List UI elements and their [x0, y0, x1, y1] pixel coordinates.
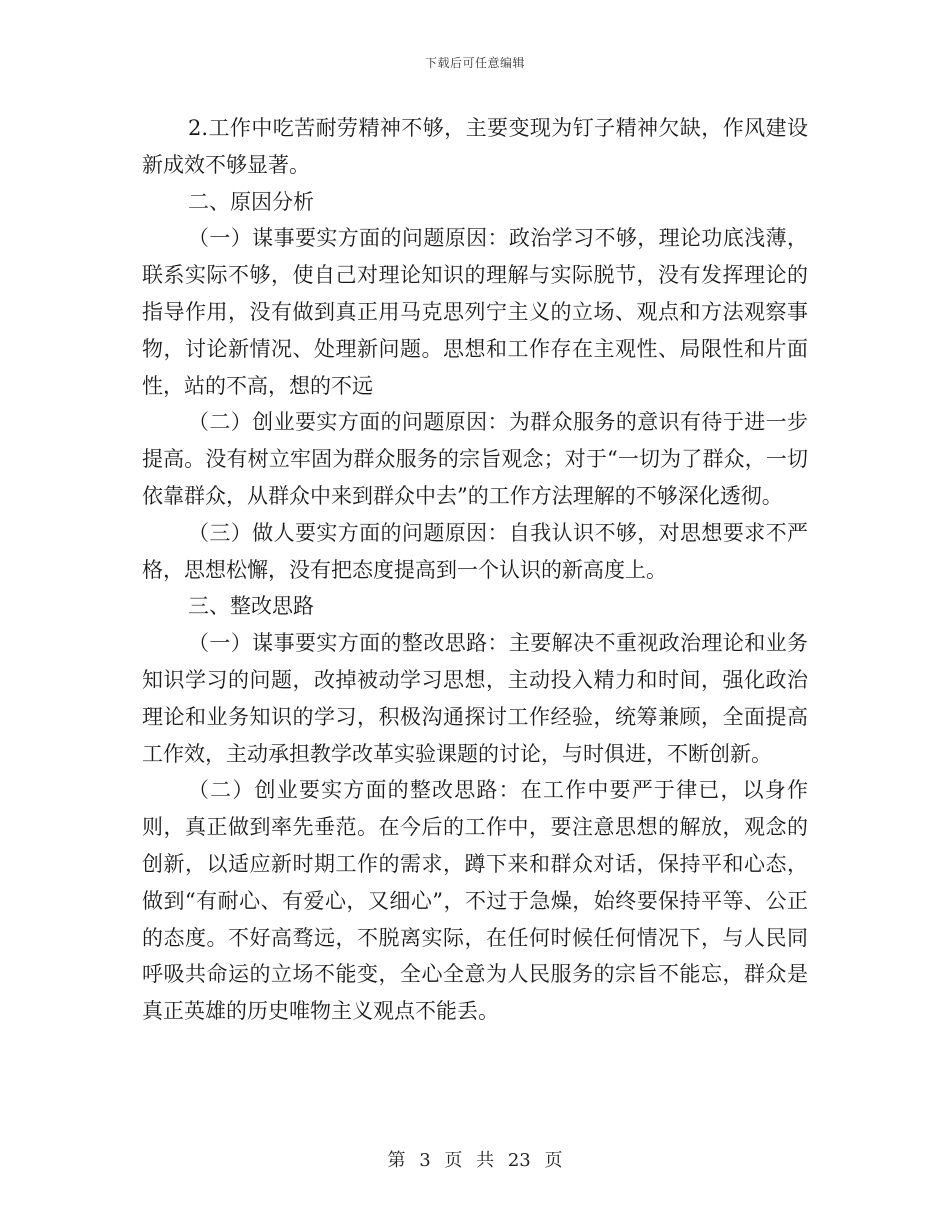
- paragraph-rectification-enterprise: （二）创业要实方面的整改思路：在工作中要严于律已，以身作则，真正做到率先垂范。在今后的工作中，要注意思想的解放，观念的创新，以适应新时期工作的需求，蹲下来和群众对话，保持平和心态，做到“有耐心、有爱心，又细心”，不过于急燥，始终要保持平等、公正的态度。不好高骛远，不脱离实际，在任何时候任何情况下，与人民同呼吸共命运的立场不能变，全心全意为人民服务的宗旨不能忘，群众是真正英雄的历史唯物主义观点不能丢。: [142, 778, 808, 1024]
- section-heading-cause-analysis: 二、原因分析: [188, 189, 314, 214]
- section-heading-rectification: 三、整改思路: [188, 594, 314, 619]
- paragraph-cause-conduct: （三）做人要实方面的问题原因：自我认识不够，对思想要求不严格，思想松懈，没有把态度提高到一个认识的新高度上。: [142, 520, 808, 582]
- paragraph-work-spirit: 2.工作中吃苦耐劳精神不够，主要变现为钉子精神欠缺，作风建设新成效不够显著。: [142, 116, 808, 177]
- document-body: [142, 110, 808, 1030]
- paragraph-cause-planning: （一）谋事要实方面的问题原因：政治学习不够，理论功底浅薄，联系实际不够，使自己对理论知识的理解与实际脱节，没有发挥理论的指导作用，没有做到真正用马克思列宁主义的立场、观点和方法观察事物，讨论新情况、处理新问题。思想和工作存在主观性、局限性和片面性，站的不高，想的不远: [142, 226, 808, 398]
- page-number-footer: 第 3 页 共 23 页: [387, 1150, 563, 1171]
- paragraph-rectification-planning: （一）谋事要实方面的整改思路：主要解决不重视政治理论和业务知识学习的问题，改掉被动学习思想，主动投入精力和时间，强化政治理论和业务知识的学习，积极沟通探讨工作经验，统筹兼顾，全面提高工作效，主动承担教学改革实验课题的讨论，与时俱进，不断创新。: [142, 631, 808, 766]
- paragraph-cause-enterprise: （二）创业要实方面的问题原因：为群众服务的意识有待于进一步提高。没有树立牢固为群众服务的宗旨观念；对于“一切为了群众，一切依靠群众，从群众中来到群众中去”的工作方法理解的不够深化透彻。: [142, 410, 808, 508]
- page-header: 下载后可任意编辑: [424, 56, 525, 70]
